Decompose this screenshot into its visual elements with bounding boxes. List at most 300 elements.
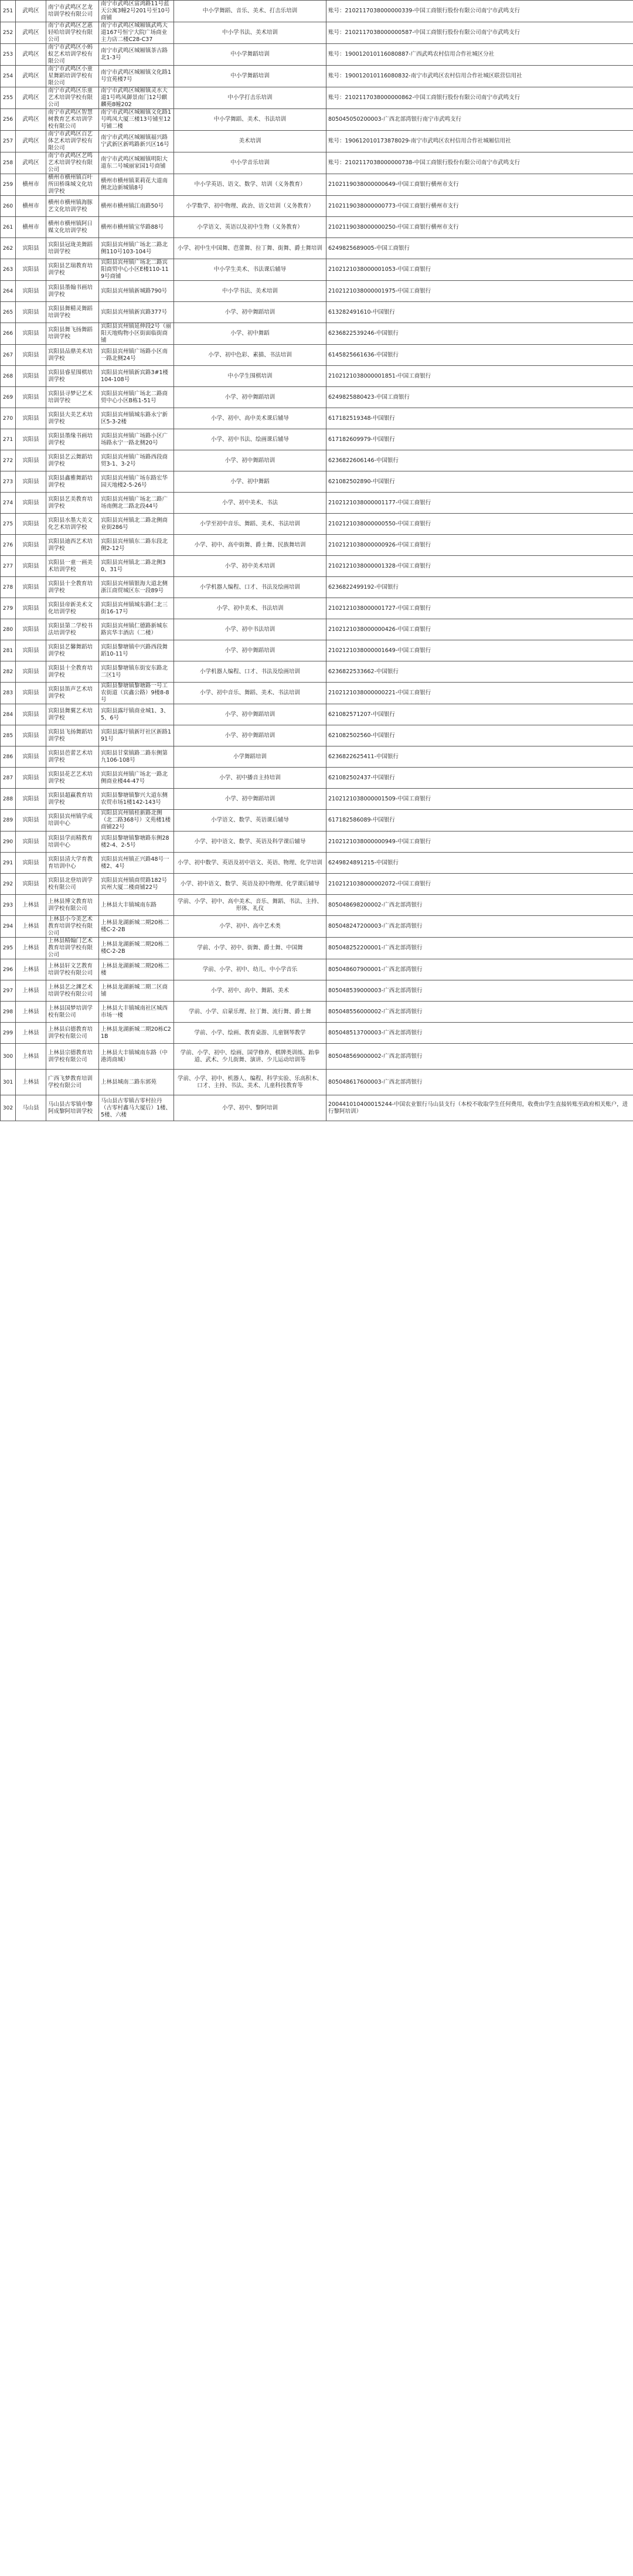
school-name-cell: 马山县古零镇中黎阿成黎阿培训学校 xyxy=(46,1095,99,1121)
row-number: 272 xyxy=(1,450,16,471)
county-cell: 上林县 xyxy=(16,959,46,980)
row-number: 270 xyxy=(1,408,16,429)
bank-account-cell: 621082571207-中国银行 xyxy=(326,704,633,725)
training-scope-cell: 小学、初中舞蹈培训 xyxy=(174,789,326,810)
county-cell: 宾阳县 xyxy=(16,661,46,683)
county-cell: 上林县 xyxy=(16,938,46,959)
training-scope-cell: 小学至初中音乐、舞蹈、美术、书法培训 xyxy=(174,514,326,535)
bank-account-cell: 617182609979-中国银行 xyxy=(326,429,633,450)
training-scope-cell: 中小学生围棋培训 xyxy=(174,366,326,387)
training-scope-cell: 小学语文、数学、英语课后辅导 xyxy=(174,810,326,831)
school-name-cell: 宾阳县北登培训学校有限公司 xyxy=(46,874,99,895)
training-scope-cell: 小学舞蹈培训 xyxy=(174,746,326,768)
table-row xyxy=(1,387,633,408)
bank-account-cell: 621082502890-中国银行 xyxy=(326,471,633,493)
address-cell: 宾阳县宾州镇广场北二路宾阳商贸中心小区E楼110-119号商铺 xyxy=(99,259,174,281)
row-number: 294 xyxy=(1,916,16,938)
table-row xyxy=(1,131,633,152)
table-row xyxy=(1,874,633,895)
address-cell: 宾阳县黎塘镇东街安东路北二区1号 xyxy=(99,661,174,683)
training-scope-cell: 中小学生美术、书法课后辅导 xyxy=(174,259,326,281)
row-number: 290 xyxy=(1,831,16,853)
county-cell: 宾阳县 xyxy=(16,259,46,281)
school-name-cell: 横州市横州镇海豚艺文化培训学校 xyxy=(46,196,99,217)
training-scope-cell: 中小学英语、语文、数学、培训（义务教育） xyxy=(174,174,326,196)
school-name-cell: 宾阳县鑫雅舞蹈培训学校 xyxy=(46,471,99,493)
training-scope-cell: 美术培训 xyxy=(174,131,326,152)
table-row xyxy=(1,217,633,238)
bank-account-cell: 2102121038000001975-中国工商银行 xyxy=(326,281,633,302)
address-cell: 宾阳县宾州镇银海大道北侧浙江商贸城区东一段89号 xyxy=(99,577,174,598)
table-row xyxy=(1,408,633,429)
row-number: 282 xyxy=(1,661,16,683)
table-row xyxy=(1,471,633,493)
table-row xyxy=(1,789,633,810)
address-cell: 宾阳县宾州镇新宾路3#1楼104-108号 xyxy=(99,366,174,387)
school-name-cell: 上林县启德教育培训学校有限公司 xyxy=(46,1023,99,1044)
training-scope-cell: 学前、小学、初中、幼儿、中小学音乐 xyxy=(174,959,326,980)
table-row xyxy=(1,152,633,174)
county-cell: 宾阳县 xyxy=(16,619,46,640)
row-number: 262 xyxy=(1,238,16,259)
school-name-cell: 上林县国梦培训学校有限公司 xyxy=(46,1002,99,1023)
address-cell: 上林县大丰镇城南东路（中港湾商城） xyxy=(99,1044,174,1070)
school-name-cell: 南宁市武鸣区艺龙培训学校有限公司 xyxy=(46,1,99,22)
school-name-cell: 宾阳县第二学校书法培训学校 xyxy=(46,619,99,640)
bank-account-cell: 805048556000002-广西北部湾银行 xyxy=(326,1002,633,1023)
address-cell: 宾阳县宾州镇桂新路北侧（北二路368号）文苑楼1楼商铺22号 xyxy=(99,810,174,831)
bank-account-cell: 2102121038000000426-中国工商银行 xyxy=(326,619,633,640)
row-number: 297 xyxy=(1,980,16,1002)
bank-account-cell: 805048252200001-广西北部湾银行 xyxy=(326,938,633,959)
row-number: 258 xyxy=(1,152,16,174)
county-cell: 宾阳县 xyxy=(16,493,46,514)
county-cell: 宾阳县 xyxy=(16,387,46,408)
bank-account-cell: 账号：2102117038000000862-中国工商银行股份有限公司南宁市武鸣支行 xyxy=(326,87,633,109)
school-name-cell: 上林县宗德教育培训学校有限公司 xyxy=(46,1044,99,1070)
school-name-cell: 上林县博文教育培训学校有限公司 xyxy=(46,895,99,916)
table-row xyxy=(1,281,633,302)
county-cell: 上林县 xyxy=(16,1044,46,1070)
training-scope-cell: 小学、初中、高中美术课后辅导 xyxy=(174,408,326,429)
table-row xyxy=(1,725,633,746)
row-number: 277 xyxy=(1,556,16,577)
training-scope-cell: 中小学打击乐培训 xyxy=(174,87,326,109)
address-cell: 上林县城南二路东郭苑 xyxy=(99,1070,174,1095)
county-cell: 上林县 xyxy=(16,980,46,1002)
school-name-cell: 宾阳县花艺艺术培训学校 xyxy=(46,768,99,789)
row-number: 293 xyxy=(1,895,16,916)
row-number: 273 xyxy=(1,471,16,493)
row-number: 275 xyxy=(1,514,16,535)
table-row xyxy=(1,196,633,217)
row-number: 295 xyxy=(1,938,16,959)
table-row xyxy=(1,66,633,87)
address-cell: 宾阳县宾州镇延伸段2号（丽阳天地购物小区街面临街商铺 xyxy=(99,323,174,345)
school-name-cell: 宾阳县超赢教育培训学校 xyxy=(46,789,99,810)
address-cell: 上林县龙湖新城二期20栋二楼C-2-2B xyxy=(99,938,174,959)
training-scope-cell: 小学机器人编程、口才、书法及绘画培训 xyxy=(174,577,326,598)
training-scope-cell: 小学、初中色彩、素描、书法培训 xyxy=(174,345,326,366)
table-row xyxy=(1,514,633,535)
school-name-cell: 宾阳县水墨大美文化艺术培训学校 xyxy=(46,514,99,535)
address-cell: 宾阳县露圩镇商业城1、3、5、6号 xyxy=(99,704,174,725)
address-cell: 宾阳县宾州镇广场北二路北侧110号103-104号 xyxy=(99,238,174,259)
address-cell: 宾阳县宾州镇广场北一路北侧商业楼44-47号 xyxy=(99,768,174,789)
training-scope-cell: 小学数学、初中物理、政治、语文培训（义务教育） xyxy=(174,196,326,217)
table-body xyxy=(1,1,633,1121)
training-scope-cell: 小学、初中美术、书法 xyxy=(174,493,326,514)
row-number: 251 xyxy=(1,1,16,22)
row-number: 279 xyxy=(1,598,16,619)
address-cell: 横州市横州镇江南路50号 xyxy=(99,196,174,217)
training-scope-cell: 小学、初中语文、数学、英语及科学课后辅导 xyxy=(174,831,326,853)
address-cell: 宾阳县宾州镇广场北二路广场南侧北二路北段44号 xyxy=(99,493,174,514)
school-name-cell: 宾阳县艺瑞教育培训学校 xyxy=(46,259,99,281)
school-name-cell: 宾阳县芭蕾艺术培训学校 xyxy=(46,746,99,768)
county-cell: 上林县 xyxy=(16,895,46,916)
table-row xyxy=(1,429,633,450)
training-scope-cell: 中小学舞蹈、音乐、美术、打击乐培训 xyxy=(174,1,326,22)
row-number: 278 xyxy=(1,577,16,598)
address-cell: 上林县龙湖新城二期20栋二楼 xyxy=(99,959,174,980)
training-scope-cell: 小学、初中语文、数学、英语及初中物理、化学课后辅导 xyxy=(174,874,326,895)
bank-account-cell: 805048539000003-广西北部湾银行 xyxy=(326,980,633,1002)
table-row xyxy=(1,683,633,704)
row-number: 286 xyxy=(1,746,16,768)
address-cell: 宾阳县宾州镇北二路北侧商业街286号 xyxy=(99,514,174,535)
address-cell: 宾阳县宾州镇仁德路新城东路宾华丰酒店（二楼） xyxy=(99,619,174,640)
bank-account-cell: 账号：2102117038000000738-中国工商银行股份有限公司南宁市武鸣支行 xyxy=(326,152,633,174)
table-row xyxy=(1,22,633,44)
school-name-cell: 南宁市武鸣区小童星舞蹈培训学校有限公司 xyxy=(46,66,99,87)
table-row xyxy=(1,87,633,109)
county-cell: 宾阳县 xyxy=(16,768,46,789)
bank-account-cell: 2102119038000000649-中国工商银行横州市支行 xyxy=(326,174,633,196)
row-number: 291 xyxy=(1,853,16,874)
address-cell: 南宁市武鸣区城厢镇文化路1号宜苑楼7号 xyxy=(99,66,174,87)
address-cell: 宾阳县黎塘镇黎塘路东侧28楼2-4、2-5号 xyxy=(99,831,174,853)
school-name-cell: 南宁市武鸣区智慧树教育艺术培训学校有限公司 xyxy=(46,109,99,131)
school-name-cell: 上林县轩文艺教育培训学校有限公司 xyxy=(46,959,99,980)
county-cell: 宾阳县 xyxy=(16,302,46,323)
row-number: 256 xyxy=(1,109,16,131)
table-row xyxy=(1,535,633,556)
county-cell: 宾阳县 xyxy=(16,535,46,556)
county-cell: 宾阳县 xyxy=(16,323,46,345)
address-cell: 宾阳县黎塘镇黎塘路一号工农街道（宾鑫公路）9楼8-8号 xyxy=(99,683,174,704)
row-number: 288 xyxy=(1,789,16,810)
training-scope-cell: 小学、初中舞蹈培训 xyxy=(174,387,326,408)
address-cell: 宾阳县宾州镇新城路790号 xyxy=(99,281,174,302)
school-name-cell: 宾阳县十全教育培训学校 xyxy=(46,577,99,598)
county-cell: 宾阳县 xyxy=(16,640,46,661)
table-row xyxy=(1,577,633,598)
training-scope-cell: 小学、初中书法、绘画课后辅导 xyxy=(174,429,326,450)
bank-account-cell: 6249825689005-中国工商银行 xyxy=(326,238,633,259)
row-number: 281 xyxy=(1,640,16,661)
table-row xyxy=(1,1070,633,1095)
address-cell: 宾阳县宾州镇商贸路182号宾州大厦二楼商铺22号 xyxy=(99,874,174,895)
training-scope-cell: 小学、初中舞蹈培训 xyxy=(174,450,326,471)
row-number: 265 xyxy=(1,302,16,323)
school-name-cell: 宾阳县舞精灵舞蹈培训学校 xyxy=(46,302,99,323)
table-row xyxy=(1,831,633,853)
bank-account-cell: 6145825661636-中国银行 xyxy=(326,345,633,366)
county-cell: 宾阳县 xyxy=(16,789,46,810)
table-row xyxy=(1,746,633,768)
row-number: 260 xyxy=(1,196,16,217)
bank-account-cell: 6236822625411-中国银行 xyxy=(326,746,633,768)
county-cell: 武鸣区 xyxy=(16,109,46,131)
county-cell: 上林县 xyxy=(16,916,46,938)
training-scope-cell: 小学、初中、高中街舞、爵士舞、民族舞培训 xyxy=(174,535,326,556)
county-cell: 宾阳县 xyxy=(16,238,46,259)
table-row xyxy=(1,768,633,789)
bank-account-cell: 200441010400015244-中国农业银行马山县支行（本校不收取学生任何费用，收费由学生直接转账至政府相关账户，进行黎阿培训） xyxy=(326,1095,633,1121)
training-scope-cell: 学前、小学、初中、高中美术、音乐、舞蹈、书法、主持、形体、礼仪 xyxy=(174,895,326,916)
school-name-cell: 宾阳县舞翼艺术培训学校 xyxy=(46,704,99,725)
county-cell: 武鸣区 xyxy=(16,66,46,87)
address-cell: 上林县大丰镇城南东路 xyxy=(99,895,174,916)
training-scope-cell: 中小学舞蹈培训 xyxy=(174,44,326,66)
row-number: 255 xyxy=(1,87,16,109)
bank-account-cell: 805048698200002-广西北部湾银行 xyxy=(326,895,633,916)
county-cell: 宾阳县 xyxy=(16,874,46,895)
school-name-cell: 横州市横州镇百叶所田桥珠城文化培训学校 xyxy=(46,174,99,196)
address-cell: 宾阳县甘棠镇路二路东侧第九106-108号 xyxy=(99,746,174,768)
row-number: 264 xyxy=(1,281,16,302)
row-number: 267 xyxy=(1,345,16,366)
school-name-cell: 宾阳县舞飞扬舞蹈培训学校 xyxy=(46,323,99,345)
county-cell: 武鸣区 xyxy=(16,131,46,152)
table-row xyxy=(1,640,633,661)
table-row xyxy=(1,366,633,387)
school-name-cell: 南宁市武鸣区艺惠轻哈培训学校有限公司 xyxy=(46,22,99,44)
school-name-cell: 广西飞梦教育培训学校有限公司 xyxy=(46,1070,99,1095)
address-cell: 宾阳县宾州镇北二路北侧30、31号 xyxy=(99,556,174,577)
table-row xyxy=(1,916,633,938)
county-cell: 武鸣区 xyxy=(16,22,46,44)
bank-account-cell: 2102121038000001851-中国工商银行 xyxy=(326,366,633,387)
table-row xyxy=(1,1044,633,1070)
county-cell: 宾阳县 xyxy=(16,746,46,768)
table-row xyxy=(1,450,633,471)
training-scope-cell: 小学、初中舞蹈培训 xyxy=(174,302,326,323)
county-cell: 宾阳县 xyxy=(16,704,46,725)
address-cell: 南宁市武鸣区城厢镇灵水大道1号鸣凤御景南门12号麒麟苑8幢202 xyxy=(99,87,174,109)
county-cell: 马山县 xyxy=(16,1095,46,1121)
county-cell: 武鸣区 xyxy=(16,87,46,109)
school-name-cell: 宾阳县艺美教育培训学校 xyxy=(46,493,99,514)
bank-account-cell: 805048513700003-广西北部湾银行 xyxy=(326,1023,633,1044)
county-cell: 宾阳县 xyxy=(16,514,46,535)
training-scope-cell: 小学、初中美术培训 xyxy=(174,556,326,577)
county-cell: 武鸣区 xyxy=(16,44,46,66)
school-name-cell: 上林县小今美艺术教育培训学校有限公司 xyxy=(46,916,99,938)
table-row xyxy=(1,661,633,683)
bank-account-cell: 账号：190012010116080832-南宁市武鸣区农村信用合作社城区联营信用社 xyxy=(326,66,633,87)
bank-account-cell: 617182586089-中国银行 xyxy=(326,810,633,831)
table-row xyxy=(1,1,633,22)
table-row xyxy=(1,44,633,66)
bank-account-cell: 2102121038000000926-中国工商银行 xyxy=(326,535,633,556)
row-number: 268 xyxy=(1,366,16,387)
bank-account-cell: 6236822499192-中国银行 xyxy=(326,577,633,598)
school-name-cell: 宾阳县帝新美术文化培训学校 xyxy=(46,598,99,619)
training-scope-cell: 小学、初中美术、书法培训 xyxy=(174,598,326,619)
bank-account-cell: 2102121038000001649-中国工商银行 xyxy=(326,640,633,661)
row-number: 254 xyxy=(1,66,16,87)
training-scope-cell: 小学、初中、高中、舞蹈、美术 xyxy=(174,980,326,1002)
school-name-cell: 南宁市武鸣区艺鸣艺术培训学校有限公司 xyxy=(46,152,99,174)
table-row xyxy=(1,556,633,577)
address-cell: 上林县龙湖新城二期20栋C21B xyxy=(99,1023,174,1044)
address-cell: 宾阳县宾州镇城东路永宁新区5-3-2楼 xyxy=(99,408,174,429)
row-number: 287 xyxy=(1,768,16,789)
school-name-cell: 宾阳县迪西艺术培训学校 xyxy=(46,535,99,556)
county-cell: 上林县 xyxy=(16,1023,46,1044)
bank-account-cell: 账号：190612010173878029-南宁市武鸣区农村信用合作社城厢信用社 xyxy=(326,131,633,152)
address-cell: 上林县大丰镇城南社区城西市场一楼 xyxy=(99,1002,174,1023)
address-cell: 宾阳县宾州镇东二路东段北侧2-12号 xyxy=(99,535,174,556)
bank-account-cell: 805048607900001-广西北部湾银行 xyxy=(326,959,633,980)
row-number: 257 xyxy=(1,131,16,152)
school-name-cell: 宾阳县品鼎美术培训学校 xyxy=(46,345,99,366)
county-cell: 上林县 xyxy=(16,1070,46,1095)
training-scope-cell: 小学机器人编程、口才、书法及绘画培训 xyxy=(174,661,326,683)
bank-account-cell: 2102119038000000250-中国工商银行横州市支行 xyxy=(326,217,633,238)
training-scope-cell: 小学、初中舞蹈培训 xyxy=(174,725,326,746)
bank-account-cell: 账号：2102117038000000587-中国工商银行股份有限公司南宁市武鸣支行 xyxy=(326,22,633,44)
training-scope-cell: 小学、初中、高中艺术类 xyxy=(174,916,326,938)
school-name-cell: 南宁市武鸣区小蚂蚁艺术培训学校有限公司 xyxy=(46,44,99,66)
county-cell: 宾阳县 xyxy=(16,831,46,853)
table-row xyxy=(1,895,633,916)
school-name-cell: 南宁市武鸣区乐童艺术培训学校有限公司 xyxy=(46,87,99,109)
county-cell: 武鸣区 xyxy=(16,152,46,174)
address-cell: 上林县龙湖新城二期20栋二楼C-2-2B xyxy=(99,916,174,938)
county-cell: 宾阳县 xyxy=(16,556,46,577)
address-cell: 宾阳县宾州镇城东路仁北三街16-17号 xyxy=(99,598,174,619)
table-row xyxy=(1,810,633,831)
school-name-cell: 宾阳县笛声艺术培训学校 xyxy=(46,683,99,704)
training-scope-cell: 小学、初中舞蹈培训 xyxy=(174,704,326,725)
training-scope-cell: 学前、小学、初中、机器人、编程、科学实验、乐高积木、口才、主持、书法、美术、儿童科技教育等 xyxy=(174,1070,326,1095)
row-number: 296 xyxy=(1,959,16,980)
row-number: 289 xyxy=(1,810,16,831)
address-cell: 南宁市武鸣区城厢镇文化路1号鸣凤大厦三楼13号铺至12号铺二楼 xyxy=(99,109,174,131)
bank-account-cell: 805048569000002-广西北部湾银行 xyxy=(326,1044,633,1070)
bank-account-cell: 6236822539246-中国银行 xyxy=(326,323,633,345)
row-number: 283 xyxy=(1,683,16,704)
bank-account-cell: 2102121038000000949-中国工商银行 xyxy=(326,831,633,853)
training-scope-cell: 小学、初中、黎阿培训 xyxy=(174,1095,326,1121)
row-number: 284 xyxy=(1,704,16,725)
address-cell: 南宁市武鸣区城厢镇武鸣大道167号恒宁大院广场商业主力店二楼C28-C37 xyxy=(99,22,174,44)
training-scope-cell: 小学语文、英语以及初中生物（义务教育） xyxy=(174,217,326,238)
bank-account-cell: 805048247200003-广西北部湾银行 xyxy=(326,916,633,938)
bank-account-cell: 2102119038000000773-中国工商银行横州市支行 xyxy=(326,196,633,217)
table-row xyxy=(1,302,633,323)
county-cell: 宾阳县 xyxy=(16,408,46,429)
county-cell: 宾阳县 xyxy=(16,683,46,704)
training-scope-cell: 小学、初中音乐、舞蹈、美术、书法培训 xyxy=(174,683,326,704)
row-number: 252 xyxy=(1,22,16,44)
table-row xyxy=(1,238,633,259)
school-name-cell: 宾阳县寻梦记艺术培训学校 xyxy=(46,387,99,408)
county-cell: 武鸣区 xyxy=(16,1,46,22)
county-cell: 宾阳县 xyxy=(16,366,46,387)
school-name-cell: 宾阳县飞扬舞蹈培训学校 xyxy=(46,725,99,746)
county-cell: 横州市 xyxy=(16,217,46,238)
school-name-cell: 横州市横州镇阿日媒文化培训学校 xyxy=(46,217,99,238)
bank-account-cell: 2102121038000000221-中国工商银行 xyxy=(326,683,633,704)
county-cell: 上林县 xyxy=(16,1002,46,1023)
table-row xyxy=(1,1023,633,1044)
county-cell: 横州市 xyxy=(16,196,46,217)
table-row xyxy=(1,598,633,619)
row-number: 276 xyxy=(1,535,16,556)
school-name-cell: 宾阳县清大学育教育培训中心 xyxy=(46,853,99,874)
address-cell: 宾阳县宾州镇广场东路宏华园天地楼2-5-26号 xyxy=(99,471,174,493)
address-cell: 横州市横州镇莱莉花大道南侧北边新城镇8号 xyxy=(99,174,174,196)
school-name-cell: 宾阳县墨缘书画培训学校 xyxy=(46,429,99,450)
training-scope-cell: 中小学书法、美术培训 xyxy=(174,281,326,302)
bank-account-cell: 6236822606146-中国银行 xyxy=(326,450,633,471)
table-row xyxy=(1,938,633,959)
county-cell: 宾阳县 xyxy=(16,450,46,471)
school-name-cell: 宾阳县一童一画美术培训学校 xyxy=(46,556,99,577)
table-row xyxy=(1,345,633,366)
bank-account-cell: 805048617600003-广西北部湾银行 xyxy=(326,1070,633,1095)
row-number: 266 xyxy=(1,323,16,345)
school-name-cell: 宾阳县睿星围棋培训学校 xyxy=(46,366,99,387)
bank-account-cell: 621082502437-中国银行 xyxy=(326,768,633,789)
school-name-cell: 上林县精翰门艺术教育培训学校有限公司 xyxy=(46,938,99,959)
bank-account-cell: 2102121038000001328-中国工商银行 xyxy=(326,556,633,577)
training-scope-cell: 中小学音乐培训 xyxy=(174,152,326,174)
row-number: 274 xyxy=(1,493,16,514)
row-number: 253 xyxy=(1,44,16,66)
school-name-cell: 宾阳县学而精教育培训中心 xyxy=(46,831,99,853)
county-cell: 宾阳县 xyxy=(16,281,46,302)
county-cell: 宾阳县 xyxy=(16,598,46,619)
county-cell: 宾阳县 xyxy=(16,429,46,450)
table-row xyxy=(1,259,633,281)
address-cell: 南宁市武鸣区城厢镇福兴路宁武新区新鸣路新兴区16号 xyxy=(99,131,174,152)
school-name-cell: 宾阳县大美艺术培训学校 xyxy=(46,408,99,429)
bank-account-cell: 617182519348-中国银行 xyxy=(326,408,633,429)
county-cell: 宾阳县 xyxy=(16,345,46,366)
row-number: 269 xyxy=(1,387,16,408)
table-row xyxy=(1,959,633,980)
county-cell: 宾阳县 xyxy=(16,577,46,598)
training-scope-cell: 小学、初中播音主持培训 xyxy=(174,768,326,789)
address-cell: 马山县古零镇古零村拉丹（古零村鑫马大厦后）1楼、5楼、六楼 xyxy=(99,1095,174,1121)
bank-account-cell: 621082502560-中国银行 xyxy=(326,725,633,746)
school-name-cell: 南宁市武鸣区百艺体艺术培训学校有限公司 xyxy=(46,131,99,152)
training-scope-cell: 小学、初中舞蹈 xyxy=(174,471,326,493)
address-cell: 宾阳县宾州镇新宾路377号 xyxy=(99,302,174,323)
table-row xyxy=(1,853,633,874)
county-cell: 宾阳县 xyxy=(16,853,46,874)
county-cell: 横州市 xyxy=(16,174,46,196)
bank-account-cell: 账号：190012010116080887-广西武鸣农村信用合作社城区分社 xyxy=(326,44,633,66)
table-row xyxy=(1,980,633,1002)
bank-account-cell: 2102121038000001509-中国工商银行 xyxy=(326,789,633,810)
school-name-cell: 上林县艺之渊艺术培训学校有限公司 xyxy=(46,980,99,1002)
